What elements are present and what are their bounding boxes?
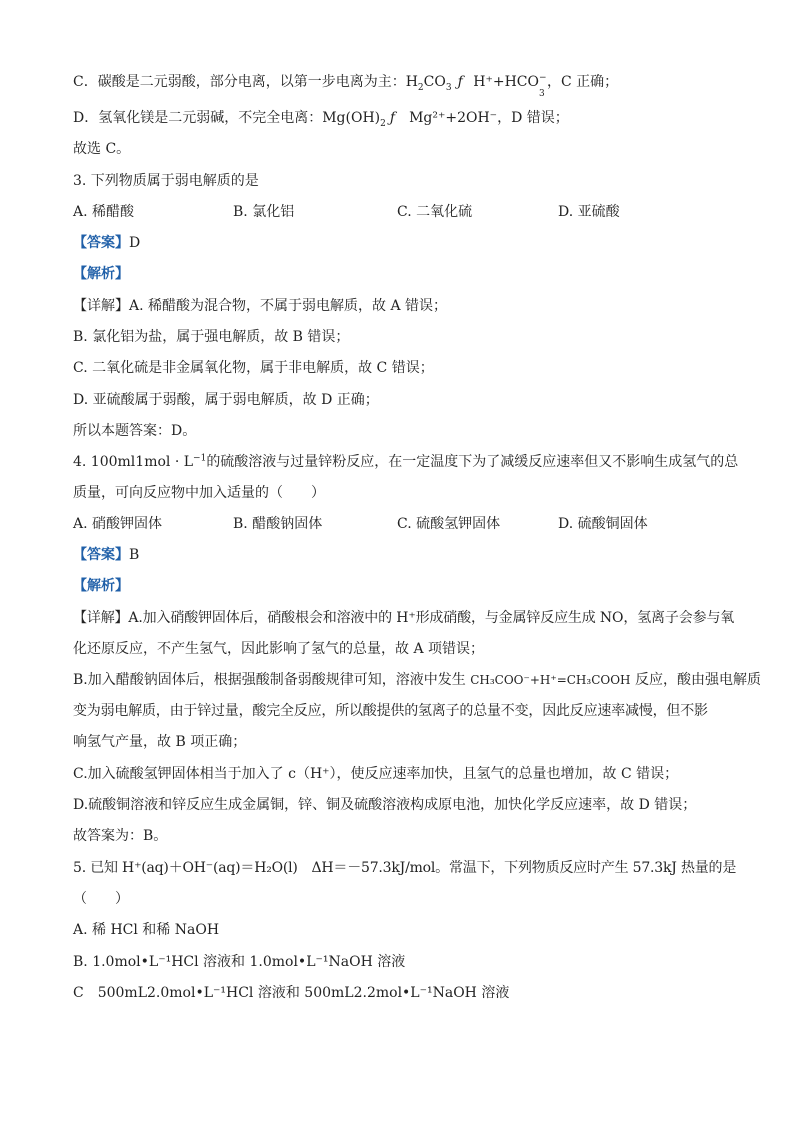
q3-option-d: D. 亚硫酸 xyxy=(558,204,620,220)
q3-detail-line-2: B. 氯化铝为盐，属于强电解质，故 B 错误； xyxy=(73,329,350,345)
q3-option-b: B. 氯化铝 xyxy=(233,204,295,220)
q4-answer: 【答案】B xyxy=(73,547,140,563)
q3-option-c: C. 二氧化硫 xyxy=(397,204,473,220)
detail-tag: 【详解】 xyxy=(73,298,129,314)
q4-option-a: A. 硝酸钾固体 xyxy=(73,516,163,532)
q3-option-a: A. 稀醋酸 xyxy=(73,204,135,220)
option-d-explanation: D．氢氧化镁是二元弱碱，不完全电离：$Mg(OH)_2$ ƒ Mg²⁺+2OH⁻，D 错误； xyxy=(73,110,569,129)
q4-option-b: B. 醋酸钠固体 xyxy=(233,516,323,532)
q4-option-c: C. 硫酸氢钾固体 xyxy=(397,516,501,532)
q4-detail-line-4: 变为弱电解质，由于锌过量，酸完全反应，所以酸提供的氢离子的总量不变，因此反应速率减慢，但不影 xyxy=(73,703,708,719)
q5-option-c: C 500mL2.0mol•L⁻¹HCl 溶液和 500mL2.2mol•L⁻¹NaOH 溶液 xyxy=(73,985,510,1001)
q4-option-d: D. 硫酸铜固体 xyxy=(558,516,648,532)
answer-tag: 【答案】 xyxy=(73,547,129,563)
q4-detail-line-7: D.硫酸铜溶液和锌反应生成金属铜，锌、铜及硫酸溶液构成原电池，加快化学反应速率，故 D 错误； xyxy=(73,797,697,813)
q3-detail-line-4: D. 亚硫酸属于弱酸，属于弱电解质，故 D 正确； xyxy=(73,392,379,408)
detail-tag: 【详解】 xyxy=(73,610,129,626)
q3-conclusion: 所以本题答案：D。 xyxy=(73,423,197,439)
q4-conclusion: 故答案为：B。 xyxy=(73,828,168,844)
q4-detail-line-5: 响氢气产量，故 B 项正确； xyxy=(73,734,247,750)
q5-option-b: B. 1.0mol•L⁻¹HCl 溶液和 1.0mol•L⁻¹NaOH 溶液 xyxy=(73,954,406,970)
q4-detail-line-6: C.加入硫酸氢钾固体相当于加入了 c（H⁺），使反应速率加快，且氢气的总量也增加，故 C 错误； xyxy=(73,766,679,782)
q5-option-a: A. 稀 HCl 和稀 NaOH xyxy=(73,922,220,938)
q4-stem-line-2: 质量，可向反应物中加入适量的（ ） xyxy=(73,485,325,501)
choose-line: 故选 C。 xyxy=(73,141,131,157)
q5-stem-line-2: （ ） xyxy=(73,891,129,907)
q3-detail-line-1: 【详解】A. 稀醋酸为混合物，不属于弱电解质，故 A 错误； xyxy=(73,298,448,314)
option-c-explanation: C．碳酸是二元弱酸，部分电离，以第一步电离为主：$H_2CO_3$ ƒ H⁺+HCO − 3 ，C 正确； xyxy=(73,73,619,99)
q4-analysis-tag: 【解析】 xyxy=(73,578,129,594)
q3-analysis-tag: 【解析】 xyxy=(73,266,129,282)
q3-stem: 3. 下列物质属于弱电解质的是 xyxy=(73,173,259,189)
q4-detail-line-3: B.加入醋酸钠固体后，根据强酸制备弱酸规律可知，溶液中发生 CH₃COO⁻+H⁺=CH₃COOH 反应，酸由强电解质 xyxy=(73,672,761,688)
q3-detail-line-3: C. 二氧化硫是非金属氧化物，属于非电解质，故 C 错误； xyxy=(73,360,434,376)
q4-stem: 4. $100ml1mol \cdot L^{-1}$的硫酸溶液与过量锌粉反应，在一定温度下为了减缓反应速率但又不影响生成氢气的总 xyxy=(73,453,739,470)
q4-detail-line-2: 化还原反应，不产生氢气，因此影响了氢气的总量，故 A 项错误； xyxy=(73,641,485,657)
answer-tag: 【答案】 xyxy=(73,235,129,251)
q4-detail-line-1: 【详解】A.加入硝酸钾固体后，硝酸根会和溶液中的 H⁺形成硝酸，与金属锌反应生成 NO，氢离子会参与氧 xyxy=(73,610,735,626)
q5-stem: 5. 已知 H⁺(aq)＋OH⁻(aq)＝H₂O(l) ΔH＝－57.3kJ/mol。常温下，下列物质反应时产生 57.3kJ 热量的是 xyxy=(73,860,737,876)
q3-answer: 【答案】D xyxy=(73,235,141,251)
